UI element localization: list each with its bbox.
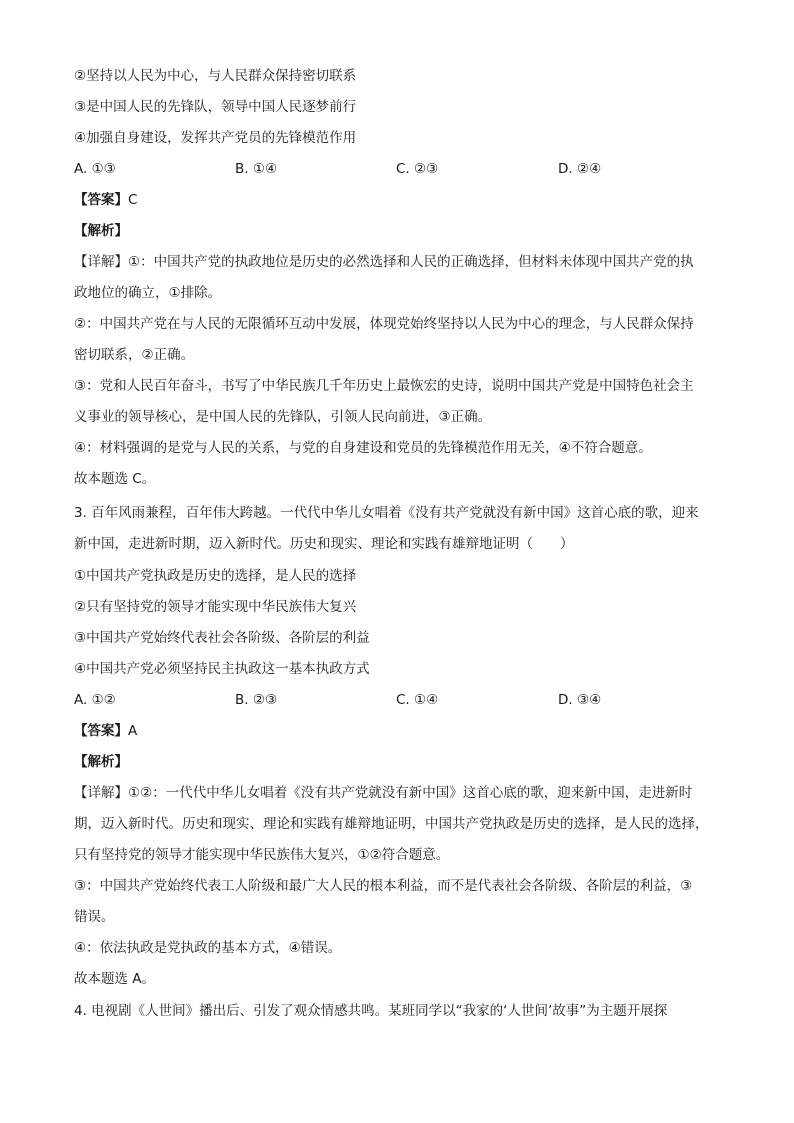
q3-statement-1: ①中国共产党执政是历史的选择，是人民的选择 — [74, 568, 357, 584]
q3-option-c: C. ①④ — [396, 692, 439, 708]
q2-analysis-line: ④：材料强调的是党与人民的关系，与党的自身建设和党员的先锋模范作用无关，④不符合题意。 — [74, 440, 652, 456]
q2-analysis-line: 【详解】①：中国共产党的执政地位是历史的必然选择和人民的正确选择，但材料未体现中国共产党的执 — [74, 254, 694, 270]
q3-answer — [74, 721, 724, 741]
q2-statement-3: ③是中国人民的先锋队，领导中国人民逐梦前行 — [74, 99, 357, 115]
q3-analysis-line: ④：依法执政是党执政的基本方式，④错误。 — [74, 940, 342, 956]
q3-option-a: A. ①② — [74, 692, 116, 708]
q2-analysis-line: ②：中国共产党在与人民的无限循环互动中发展，体现党始终坚持以人民为中心的理念，与人民群众保持 — [74, 316, 694, 332]
q3-answer-tag: 【答案】 — [74, 723, 128, 739]
q2-answer-tag: 【答案】 — [74, 192, 128, 208]
q2-statement-2: ②坚持以人民为中心，与人民群众保持密切联系 — [74, 68, 357, 84]
q3-options — [74, 690, 724, 710]
q3-answer-value: A — [128, 723, 138, 739]
q3-conclusion: 故本题选 A。 — [74, 971, 156, 987]
q3-analysis-line: ③：中国共产党始终代表工人阶级和最广大人民的根本利益，而不是代表社会各阶级、各阶层的利益，③ — [74, 878, 693, 894]
q2-answer-value: C — [128, 192, 138, 208]
q3-stem: 3. 百年风雨兼程，百年伟大跨越。一代代中华儿女唱着《没有共产党就没有新中国》这首心底的歌，迎来 — [74, 505, 699, 521]
q3-analysis-tag: 【解析】 — [74, 754, 128, 770]
q2-answer — [74, 190, 724, 210]
q2-option-c: C. ②③ — [396, 161, 439, 177]
q2-analysis-tag: 【解析】 — [74, 223, 128, 239]
q3-analysis-line: 期，迈入新时代。历史和现实、理论和实践有雄辩地证明，中国共产党执政是历史的选择，是人民的选择， — [74, 816, 709, 832]
q2-analysis-line: 义事业的领导核心，是中国人民的先锋队，引领人民向前进，③正确。 — [74, 409, 492, 425]
q2-conclusion: 故本题选 C。 — [74, 471, 156, 487]
q3-stem: 新中国，走进新时期，迈入新时代。历史和现实、理论和实践有雄辩地证明（ ） — [74, 536, 574, 552]
q2-analysis-line: 政地位的确立，①排除。 — [74, 285, 222, 301]
q2-analysis-line: ③：党和人民百年奋斗，书写了中华民族几千年历史上最恢宏的史诗，说明中国共产党是中国特色社会主 — [74, 378, 694, 394]
q3-analysis-line: 【详解】①②：一代代中华儿女唱着《没有共产党就没有新中国》这首心底的歌，迎来新中国，走进新时 — [74, 785, 693, 801]
q3-analysis-line: 只有坚持党的领导才能实现中华民族伟大复兴，①②符合题意。 — [74, 847, 450, 863]
q4-stem: 4. 电视剧《人世间》播出后、引发了观众情感共鸣。某班同学以“我家的‘人世间’故事”为主题开展探 — [74, 1003, 668, 1019]
q2-option-d: D. ②④ — [558, 161, 602, 177]
q2-analysis-line: 密切联系，②正确。 — [74, 347, 195, 363]
q3-analysis-line: 错误。 — [74, 909, 115, 925]
q2-option-a: A. ①③ — [74, 161, 116, 177]
q2-option-b: B. ①④ — [235, 161, 278, 177]
q2-statement-4: ④加强自身建设，发挥共产党员的先锋模范作用 — [74, 130, 357, 146]
q3-statement-4: ④中国共产党必须坚持民主执政这一基本执政方式 — [74, 661, 370, 677]
q3-statement-2: ②只有坚持党的领导才能实现中华民族伟大复兴 — [74, 599, 357, 615]
q2-options — [74, 159, 724, 179]
q3-statement-3: ③中国共产党始终代表社会各阶级、各阶层的利益 — [74, 630, 370, 646]
q3-option-d: D. ③④ — [558, 692, 602, 708]
q3-option-b: B. ②③ — [235, 692, 278, 708]
